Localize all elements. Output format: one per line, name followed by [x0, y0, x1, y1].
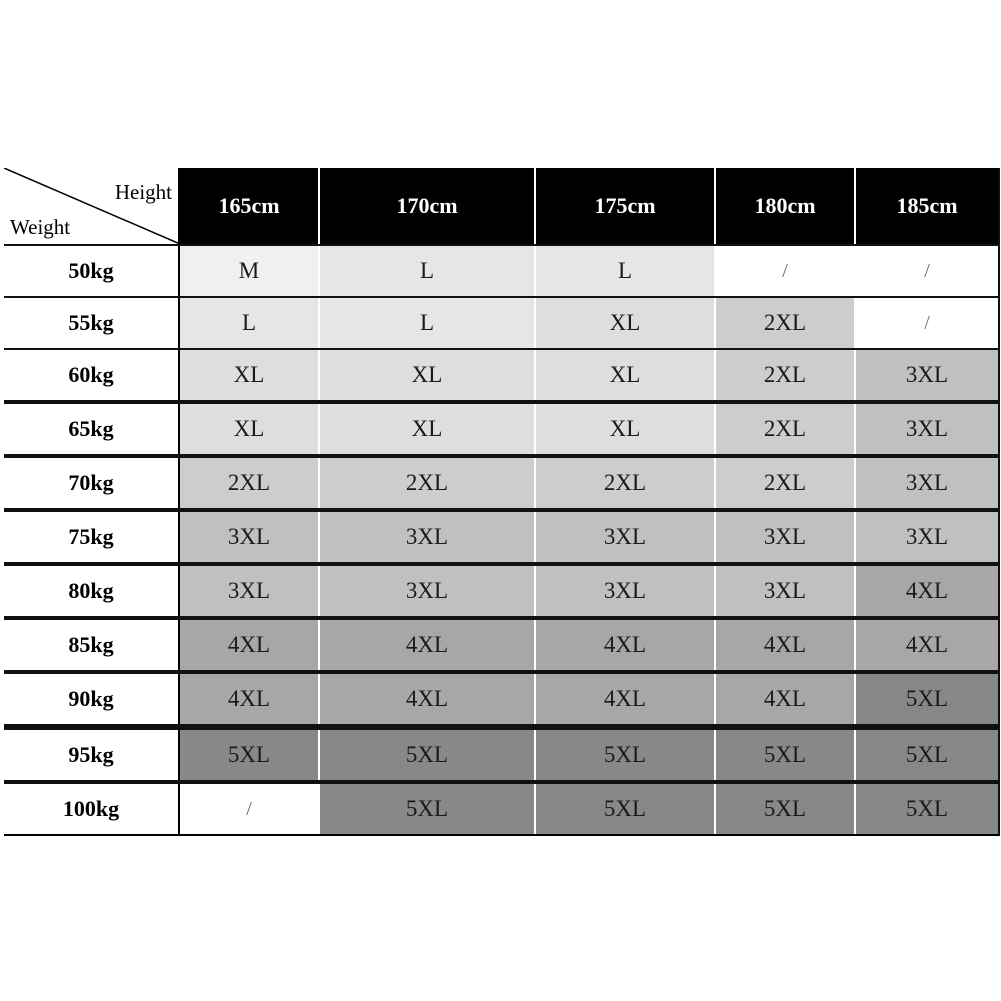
weight-row-label: 90kg: [4, 674, 180, 724]
size-cell: 3XL: [320, 512, 536, 562]
weight-row-label: 65kg: [4, 404, 180, 454]
size-cell: 3XL: [856, 458, 998, 508]
size-cell: 3XL: [180, 512, 320, 562]
size-cell: 3XL: [180, 566, 320, 616]
size-cell: 4XL: [536, 674, 716, 724]
size-cell: 5XL: [716, 730, 856, 780]
size-cell: XL: [536, 404, 716, 454]
size-cell: 3XL: [856, 404, 998, 454]
size-cell: XL: [536, 298, 716, 348]
size-cell: XL: [320, 404, 536, 454]
size-cell: 4XL: [320, 674, 536, 724]
size-cell: 5XL: [320, 730, 536, 780]
size-cell: 5XL: [856, 674, 998, 724]
height-label: Height: [114, 180, 172, 204]
size-cell: 5XL: [536, 784, 716, 834]
size-cell: XL: [180, 404, 320, 454]
weight-label: Weight: [10, 215, 71, 239]
size-cell: 3XL: [716, 512, 856, 562]
weight-row-label: 100kg: [4, 784, 180, 834]
size-cell: L: [320, 298, 536, 348]
size-chart: [4, 168, 1000, 836]
height-header: 165cm: [180, 168, 320, 244]
table-row: [4, 246, 998, 296]
weight-row-label: 50kg: [4, 246, 180, 296]
size-cell: 2XL: [716, 458, 856, 508]
weight-row-label: 60kg: [4, 350, 180, 400]
table-row: [4, 620, 998, 670]
size-cell: 5XL: [320, 784, 536, 834]
size-cell: XL: [180, 350, 320, 400]
size-cell: /: [856, 246, 998, 296]
table-row: [4, 404, 998, 454]
table-row: [4, 350, 998, 400]
table-row: [4, 674, 998, 724]
size-cell: 2XL: [716, 298, 856, 348]
size-cell: L: [180, 298, 320, 348]
height-header: 175cm: [536, 168, 716, 244]
height-header: 170cm: [320, 168, 536, 244]
table-row: [4, 458, 998, 508]
size-cell: 4XL: [180, 620, 320, 670]
size-cell: 2XL: [180, 458, 320, 508]
weight-row-label: 75kg: [4, 512, 180, 562]
size-cell: L: [536, 246, 716, 296]
size-cell: XL: [320, 350, 536, 400]
weight-row-label: 95kg: [4, 730, 180, 780]
table-row: [4, 730, 998, 780]
size-cell: /: [856, 298, 998, 348]
size-cell: 3XL: [320, 566, 536, 616]
weight-row-label: 80kg: [4, 566, 180, 616]
height-header: 185cm: [856, 168, 998, 244]
table-row: [4, 298, 998, 348]
size-cell: 3XL: [536, 566, 716, 616]
weight-row-label: 70kg: [4, 458, 180, 508]
size-cell: 2XL: [716, 404, 856, 454]
size-cell: 4XL: [320, 620, 536, 670]
size-cell: 5XL: [536, 730, 716, 780]
size-cell: 3XL: [716, 566, 856, 616]
size-cell: 2XL: [536, 458, 716, 508]
size-cell: 5XL: [856, 784, 998, 834]
table-row: [4, 512, 998, 562]
size-cell: 4XL: [716, 620, 856, 670]
size-cell: 4XL: [716, 674, 856, 724]
size-cell: 5XL: [180, 730, 320, 780]
size-cell: 5XL: [856, 730, 998, 780]
header-row: [4, 168, 998, 244]
size-cell: 3XL: [856, 350, 998, 400]
size-cell: L: [320, 246, 536, 296]
weight-row-label: 85kg: [4, 620, 180, 670]
size-cell: 4XL: [180, 674, 320, 724]
size-cell: 3XL: [856, 512, 998, 562]
size-cell: 5XL: [716, 784, 856, 834]
table-row: [4, 566, 998, 616]
size-cell: /: [716, 246, 856, 296]
corner-cell: [4, 168, 180, 244]
size-cell: 4XL: [536, 620, 716, 670]
size-cell: 2XL: [716, 350, 856, 400]
size-cell: 4XL: [856, 566, 998, 616]
weight-row-label: 55kg: [4, 298, 180, 348]
size-cell: 4XL: [856, 620, 998, 670]
size-cell: 2XL: [320, 458, 536, 508]
size-cell: XL: [536, 350, 716, 400]
size-cell: M: [180, 246, 320, 296]
size-cell: /: [180, 784, 320, 834]
table-row: [4, 784, 998, 834]
size-cell: 3XL: [536, 512, 716, 562]
height-header: 180cm: [716, 168, 856, 244]
